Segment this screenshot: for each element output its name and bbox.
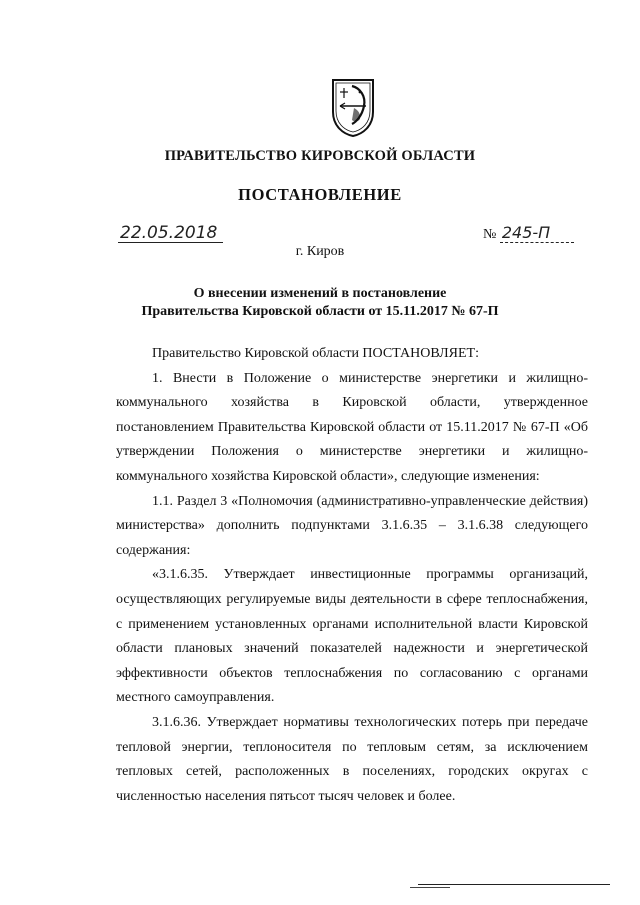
document-subject — [0, 285, 640, 321]
subject-line-2: Правительства Кировской области от 15.11.2017 № 67-П — [141, 304, 499, 319]
paragraph-1: 1. Внести в Положение о министерстве энергетики и жилищно-коммунального хозяйства в Кировской области, утвержденное постановлением Правительства Кировской области от 15.11.2017 № 67-П «Об утверждении Положения о министерстве энергетики и жилищно-коммунального хозяйства Кировской области», следующие изменения: — [116, 370, 588, 484]
paragraph-3-1-6-35: «3.1.6.35. Утверждает инвестиционные программы организаций, осуществляющих регулируемые виды деятельности в сфере теплоснабжения, с применением установленных органами исполнительной власти Кировской области плановых значений показателей надежности и энергетической эффективности объектов теплоснабжения по согласованию с органами местного самоуправления. — [116, 567, 588, 706]
footer-divider — [418, 884, 610, 885]
document-body — [116, 342, 588, 809]
number-sign: № — [483, 227, 497, 242]
handwritten-number: 245-П — [500, 223, 574, 243]
city-label: г. Киров — [295, 244, 345, 259]
document-type-title: ПОСТАНОВЛЕНИЕ — [238, 185, 402, 204]
paragraph-decree: Правительство Кировской области ПОСТАНОВЛЯЕТ: — [152, 346, 479, 361]
document-number — [483, 224, 574, 244]
footer-divider-short — [410, 887, 450, 888]
paragraph-3-1-6-36: 3.1.6.36. Утверждает нормативы технологических потерь при передаче тепловой энергии, теплоносителя по тепловым сетям, за исключением тепловых сетей, расположенных в поселениях, городских округах с численностью населения пятьсот тысяч человек и более. — [116, 714, 588, 804]
government-title: ПРАВИТЕЛЬСТВО КИРОВСКОЙ ОБЛАСТИ — [164, 148, 476, 164]
subject-line-1: О внесении изменений в постановление — [193, 286, 447, 301]
paragraph-1-1: 1.1. Раздел 3 «Полномочия (административно-управленческие действия) министерства» дополнить подпунктами 3.1.6.35 – 3.1.6.38 следующего содержания: — [116, 493, 588, 558]
handwritten-date: 22.05.2018 — [118, 224, 223, 243]
kirov-coat-of-arms-icon — [330, 78, 376, 138]
